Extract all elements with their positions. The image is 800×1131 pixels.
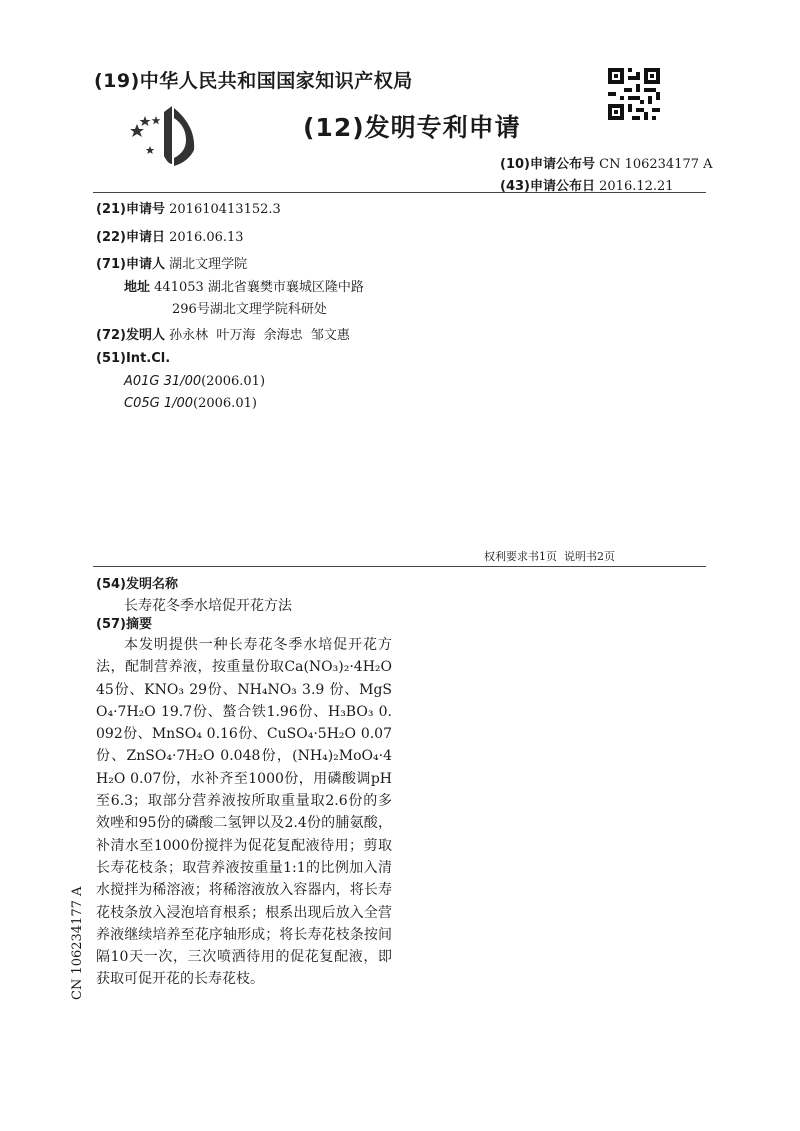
application-date: 2016.06.13 <box>169 230 244 245</box>
abstract-text: 本发明提供一种长寿花冬季水培促开花方法，配制营养液，按重量份取Ca(NO₃)₂·4H₂O 45份、KNO₃ 29份、NH₄NO₃ 3.9 份、MgSO₄·7H₂O 19.7份、螯合铁1.96份、H₃BO₃ 0.092份、MnSO₄ 0.16份、CuSO₄·5H₂O 0.07份、ZnSO₄·7H₂O 0.048份，(NH₄)₂MoO₄·4H₂O 0.07份，水补齐至1000份，用磷酸调pH至6.3；取部分营养液按所取重量取2.6份的多效唑和95份的磷酸二氢钾以及2.4份的脯氨酸，补清水至1000份搅拌为促花复配液待用；剪取长寿花枝条；取营养液按重量1:1的比例加入清水搅拌为稀溶液；将稀溶液放入容器内，将长寿花枝条放入浸泡培育根系；根系出现后放入全营养液继续培养至花序轴形成；将长寿花枝条按间隔10天一次，三次喷洒待用的促花复配液，即获取可促开花的长寿花枝。 <box>96 637 392 988</box>
address-line-1: 441053 湖北省襄樊市襄城区隆中路 <box>154 280 364 295</box>
applicant-field <box>96 253 247 272</box>
application-date-field <box>96 226 244 245</box>
address-label: 地址 <box>124 280 151 295</box>
application-number-label: (21)申请号 <box>96 202 165 217</box>
inventors-label: (72)发明人 <box>96 328 165 343</box>
ipc-code-2: C05G 1/00 <box>124 396 194 411</box>
inventors-field <box>96 324 350 343</box>
int-cl-label: (51)Int.Cl. <box>96 351 171 366</box>
application-date-label: (22)申请日 <box>96 230 165 245</box>
cnipa-logo <box>130 106 210 172</box>
abstract-section <box>96 613 152 632</box>
publication-date: 2016.12.21 <box>599 179 674 194</box>
int-cl-field <box>96 351 170 366</box>
abstract-divider <box>93 566 706 567</box>
invention-title: 长寿花冬季水培促开花方法 <box>124 598 292 614</box>
application-number-field <box>96 198 281 217</box>
abstract-label: (57)摘要 <box>96 617 152 632</box>
applicant-name: 湖北文理学院 <box>169 257 248 272</box>
ipc-classification-1 <box>124 374 265 389</box>
application-number: 201610413152.3 <box>169 202 281 217</box>
header-divider <box>93 192 706 193</box>
title-section <box>96 573 178 592</box>
publication-number: CN 106234177 A <box>599 157 713 172</box>
address-field <box>124 276 364 295</box>
publication-number-label: (10)申请公布号 <box>500 157 595 172</box>
ipc-code-1: A01G 31/00 <box>124 374 202 389</box>
office-name: (19)中华人民共和国国家知识产权局 <box>94 70 413 92</box>
page-count-info: 权利要求书1页 说明书2页 <box>484 550 615 563</box>
address-line-2: 296号湖北文理学院科研处 <box>172 302 327 317</box>
document-type-title: (12)发明专利申请 <box>303 113 521 142</box>
publication-number-line <box>500 153 713 172</box>
applicant-label: (71)申请人 <box>96 257 165 272</box>
title-label: (54)发明名称 <box>96 577 178 592</box>
qr-code <box>608 68 660 120</box>
ipc-classification-2 <box>124 396 257 411</box>
publication-date-label: (43)申请公布日 <box>500 179 595 194</box>
ipc-version-2: (2006.01) <box>193 396 257 411</box>
side-publication-number: CN 106234177 A <box>70 886 85 1000</box>
inventors-names: 孙永林 叶万海 余海忠 邹文惠 <box>169 328 350 343</box>
ipc-version-1: (2006.01) <box>201 374 266 389</box>
